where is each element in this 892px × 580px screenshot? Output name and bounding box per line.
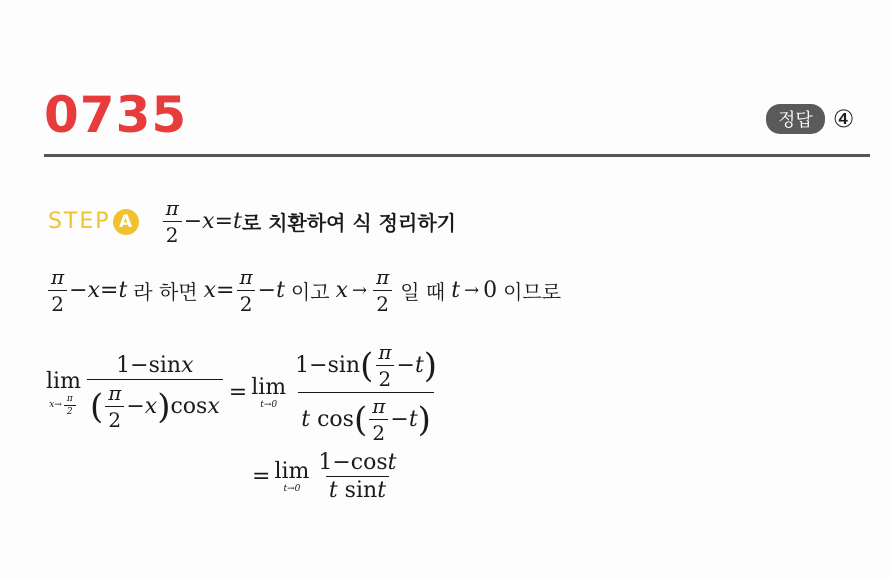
substitution-line: $\frac{\pi}{2}$ − x = t 라 하면 x = $\frac{\pi}{2}$ − t 이고 x → $\frac{\pi}{2}$ 일 때 t → 0 이므로 (46, 265, 567, 316)
step-title: 로 치환하여 식 정리하기 (241, 211, 456, 235)
limit-equation-1: lim x→ $\frac{\pi}{2}$ 1−sinx ( $\frac{\pi}{2}$ − x ) cos x = lim t→0 1−sin ( $\frac{\pi}{2}$ − t ) t cos ( $\frac{\pi}{2}$ − t ) (46, 340, 438, 445)
answer-area (766, 104, 854, 134)
step-formula: $\frac{\pi}{2}$ − x = t (161, 196, 242, 247)
step-label: STEP (48, 209, 111, 234)
limit-equation-2: = lim t→0 $\frac{1-\cos t}{\text{t sint}}$ (252, 450, 397, 503)
step-letter: A (113, 209, 139, 235)
divider (44, 154, 870, 157)
answer-badge: 정답 (766, 104, 825, 134)
step-header (48, 196, 456, 247)
answer-value: ④ (832, 105, 855, 133)
problem-number: 0735 (44, 86, 188, 144)
